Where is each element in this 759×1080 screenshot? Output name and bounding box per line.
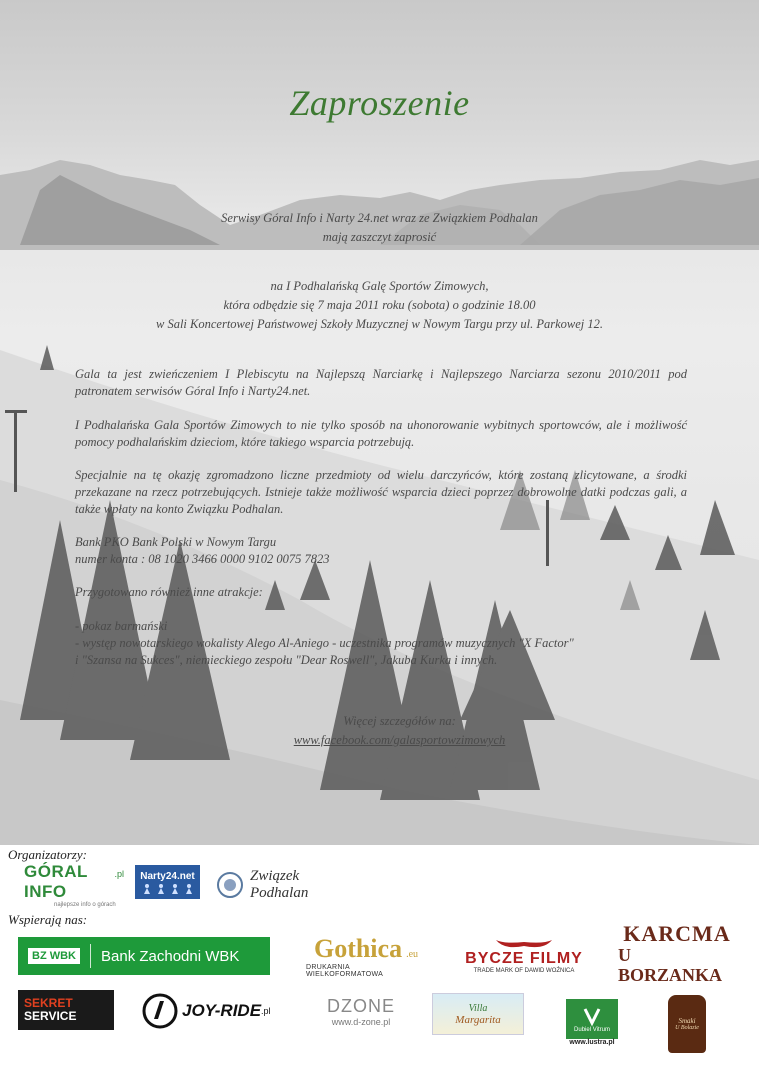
goral-info-logo[interactable] xyxy=(24,862,124,908)
smaki-line2: U Bolazie xyxy=(675,1025,699,1031)
skier-icons xyxy=(139,882,197,894)
smaki-line1: Smaki xyxy=(678,1017,696,1025)
goral-info-tagline: najlepsze info o górach xyxy=(54,902,116,908)
gothica-logo[interactable] xyxy=(306,935,426,977)
extras-list xyxy=(75,618,687,669)
supporters-label: Wspierają nas: xyxy=(8,912,88,927)
bzwbk-mark: BZ WBK xyxy=(28,948,80,964)
goral-info-tld: .pl xyxy=(114,869,124,879)
dzone-name: DZONE xyxy=(327,995,395,1016)
zwiazek-podhalan-logo[interactable] xyxy=(216,865,326,905)
intro-line: Serwisy Góral Info i Narty 24.net wraz ze Związkiem Podhalan xyxy=(221,211,538,225)
zwiazek-line2: Podhalan xyxy=(250,885,309,901)
dubiel-url: www.lustra.pl xyxy=(569,1038,615,1046)
bycze-filmy-logo[interactable] xyxy=(453,935,595,977)
bzwbk-logo[interactable] xyxy=(18,937,270,975)
paragraph-gala: I Podhalańska Gala Sportów Zimowych to nie tylko sposób na uhonorowanie wybitnych sportowców, ale i możliwość pomocy podhalańskim dzieciom, które takiego wsparcia potrzebują. xyxy=(75,418,687,449)
villa-line2: Margarita xyxy=(455,1013,501,1026)
extras-heading: Przygotowano również inne atrakcje: xyxy=(75,585,263,599)
bzwbk-divider xyxy=(90,944,91,968)
dzone-logo[interactable] xyxy=(318,991,404,1031)
zwiazek-line1: Związek xyxy=(250,868,300,884)
bank-details xyxy=(75,534,687,568)
joyride-tld: .pl xyxy=(261,1006,271,1016)
intro-text xyxy=(0,209,759,247)
gothica-name: Gothica xyxy=(313,934,403,963)
organizers-label: Organizatorzy: xyxy=(8,847,87,862)
karczma-line2: U BORZANKA xyxy=(618,945,723,985)
paragraph-licytacja: Specjalnie na tę okazję zgromadzono liczne przedmioty od wielu darczyńców, które zostaną zlicytowane, a środki przekazane na rzecz potrzebujących. Istnieje także możliwość wsparcia dzieci poprzez dobrowolne datki podczas gali, a także wpłaty na konto Związku Podhalan. xyxy=(75,468,687,516)
narty24-logo[interactable] xyxy=(135,865,200,899)
invitation-title: Zaproszenie xyxy=(289,83,470,123)
joyride-logo[interactable] xyxy=(142,990,294,1032)
event-details xyxy=(0,277,759,334)
bzwbk-name: Bank Zachodni WBK xyxy=(101,947,240,965)
joyride-name: JOY-RIDE xyxy=(182,1001,262,1020)
goral-info-name: GÓRAL INFO xyxy=(24,862,88,901)
villa-line1: Villa xyxy=(468,1002,488,1014)
extras-item: i "Szansa na Sukces", niemieckiego zespołu "Dear Roswell", Jakuba Kurka i innych. xyxy=(75,653,498,667)
dubiel-badge xyxy=(566,999,618,1039)
emblem-icon xyxy=(216,871,244,899)
sekret-service-logo[interactable] xyxy=(18,990,114,1030)
bycze-filmy-subtitle: TRADE MARK OF DAWID WOŹNICA xyxy=(473,968,575,974)
extras-item: - występ nowotarskiego wokalisty Alego Al-Aniego - uczestnika programów muzycznych "X Factor" xyxy=(75,636,574,650)
karczma-line1: KARCMA xyxy=(623,921,731,946)
facebook-link[interactable]: www.facebook.com/galasportowzimowych xyxy=(293,733,506,747)
dubiel-vitrum-logo[interactable] xyxy=(564,995,620,1049)
intro-line: mają zaszczyt zaprosić xyxy=(322,230,437,244)
bank-account: numer konta : 08 1020 3466 0000 9102 0075 7823 xyxy=(75,552,330,566)
event-line: która odbędzie się 7 maja 2011 roku (sobota) o godzinie 18.00 xyxy=(223,298,536,312)
more-info xyxy=(0,712,759,750)
gothica-subtitle: DRUKARNIA WIELKOFORMATOWA xyxy=(306,964,384,978)
event-line: na I Podhalańską Galę Sportów Zimowych, xyxy=(270,279,489,293)
dzone-url: www.d-zone.pl xyxy=(331,1016,391,1027)
extras-item: - pokaz barmański xyxy=(75,619,168,633)
villa-margarita-logo[interactable] xyxy=(432,993,524,1035)
karczma-logo[interactable] xyxy=(618,921,736,985)
bank-name: Bank PKO Bank Polski w Nowym Targu xyxy=(75,535,277,549)
bycze-filmy-name: BYCZE FILMY xyxy=(465,950,583,967)
sponsors-section xyxy=(0,845,759,1080)
sekret-line2: SERVICE xyxy=(24,1009,77,1023)
paragraph-plebiscyt: Gala ta jest zwieńczeniem I Plebiscytu na Najlepszą Narciarkę i Najlepszego Narciarza sezonu 2010/2011 pod patronatem serwisów Góral Info i Narty24.net. xyxy=(75,367,687,398)
joyride-emblem-icon xyxy=(142,993,178,1029)
smaki-logo[interactable] xyxy=(668,995,706,1053)
gothica-tld: .eu xyxy=(406,949,419,960)
bull-horns-icon xyxy=(494,938,554,950)
dubiel-emblem-icon xyxy=(581,1005,603,1027)
narty24-name: Narty24.net xyxy=(140,870,195,882)
dubiel-name: Dubiel Vitrum xyxy=(574,1026,610,1033)
more-info-label: Więcej szczegółów na: xyxy=(343,714,456,728)
event-line: w Sali Koncertowej Państwowej Szkoły Muzycznej w Nowym Targu przy ul. Parkowej 12. xyxy=(156,317,603,331)
sekret-line1: SEKRET xyxy=(24,996,73,1010)
